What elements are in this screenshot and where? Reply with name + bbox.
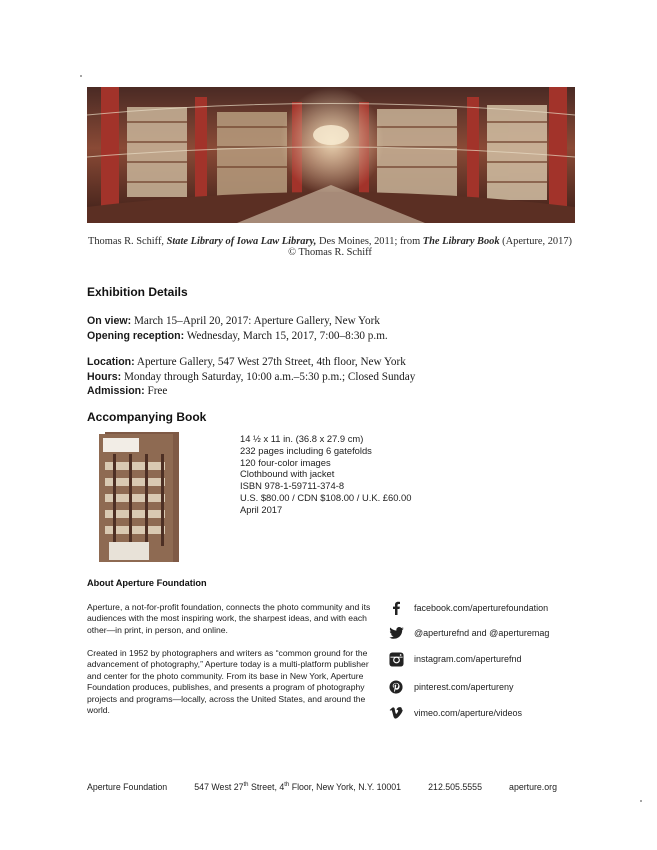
on-view-label: On view: bbox=[87, 315, 132, 327]
about-paragraph-1: Aperture, a not-for-profit foundation, connects the photo community and its audiences with the most inspiring work, the sharpest ideas, and with each other—in print, in person, and online. bbox=[87, 602, 371, 635]
footer-address-sup-1: th bbox=[243, 782, 249, 789]
spec-binding: Clothbound with jacket bbox=[240, 468, 335, 480]
caption-mid: Des Moines, 2011; from bbox=[318, 236, 421, 247]
book-cover-image bbox=[99, 432, 179, 562]
vimeo-link[interactable] bbox=[388, 705, 522, 721]
accompanying-book-heading: Accompanying Book bbox=[87, 410, 207, 424]
spec-pages: 232 pages including 6 gatefolds bbox=[240, 444, 372, 456]
caption-copyright: © Thomas R. Schiff bbox=[288, 247, 372, 258]
footer-web[interactable]: aperture.org bbox=[509, 782, 557, 792]
twitter-link[interactable] bbox=[388, 625, 549, 641]
pinterest-icon bbox=[388, 679, 404, 695]
location-line bbox=[87, 355, 415, 370]
admission-value: Free bbox=[147, 385, 168, 397]
footer-address-part-a: 547 West 27 bbox=[194, 782, 244, 792]
book-specs-list bbox=[240, 433, 411, 516]
footer-address-part-b: Street, 4 bbox=[248, 782, 285, 792]
facebook-icon bbox=[388, 600, 404, 616]
exhibition-dates-block bbox=[87, 314, 388, 343]
opening-label: Opening reception: bbox=[87, 329, 185, 342]
about-paragraph-2: Created in 1952 by photographers and writers as “common ground for the advancement of photography,” Aperture today is a multi-platform publisher and center for the photo community. From its base in New York, Aperture Foundation produces, publishes, and presents a program of photography projects and programs—locally, across the United States, and around the world. bbox=[87, 648, 369, 716]
exhibition-details-heading: Exhibition Details bbox=[87, 285, 188, 299]
spec-date: April 2017 bbox=[240, 503, 283, 515]
scan-speck bbox=[640, 800, 642, 802]
photo-caption bbox=[60, 236, 600, 258]
hours-line bbox=[87, 370, 415, 385]
location-label: Location: bbox=[87, 356, 135, 368]
hours-label: Hours: bbox=[87, 370, 122, 383]
vimeo-url: vimeo.com/aperture/videos bbox=[414, 708, 523, 718]
caption-title-1: State Library of Iowa Law Library, bbox=[166, 236, 317, 247]
caption-end: (Aperture, 2017) bbox=[502, 236, 572, 247]
instagram-url: instagram.com/aperturefnd bbox=[414, 654, 522, 664]
footer-address bbox=[194, 782, 401, 792]
spec-dimensions: 14 ½ x 11 in. (36.8 x 27.9 cm) bbox=[240, 433, 364, 444]
on-view-value: March 15–April 20, 2017: Aperture Gallery, New York bbox=[133, 315, 380, 327]
admission-label: Admission: bbox=[87, 385, 145, 397]
spec-price: U.S. $80.00 / CDN $108.00 / U.K. £60.00 bbox=[240, 491, 412, 503]
pinterest-url: pinterest.com/apertureny bbox=[414, 682, 514, 692]
about-heading: About Aperture Foundation bbox=[87, 578, 207, 588]
caption-credit: Thomas R. Schiff, bbox=[88, 236, 165, 247]
footer-phone: 212.505.5555 bbox=[428, 782, 482, 792]
caption-title-2: The Library Book bbox=[422, 236, 500, 247]
opening-line bbox=[87, 329, 388, 344]
footer-org: Aperture Foundation bbox=[87, 782, 168, 792]
admission-line bbox=[87, 384, 415, 399]
facebook-link[interactable] bbox=[388, 600, 548, 616]
vimeo-icon bbox=[388, 705, 404, 721]
footer-address-sup-2: th bbox=[284, 782, 290, 789]
instagram-icon bbox=[388, 651, 404, 667]
on-view-line bbox=[87, 314, 388, 329]
scan-speck bbox=[80, 75, 82, 77]
facebook-url: facebook.com/aperturefoundation bbox=[414, 603, 549, 613]
spec-images: 120 four-color images bbox=[240, 456, 331, 468]
twitter-handles: @aperturefnd and @aperturemag bbox=[414, 628, 550, 638]
exhibition-location-block bbox=[87, 355, 415, 399]
instagram-link[interactable] bbox=[388, 651, 522, 667]
footer bbox=[87, 782, 557, 792]
pinterest-link[interactable] bbox=[388, 679, 514, 695]
hours-value: Monday through Saturday, 10:00 a.m.–5:30 p.m.; Closed Sunday bbox=[123, 370, 416, 383]
opening-value: Wednesday, March 15, 2017, 7:00–8:30 p.m. bbox=[186, 329, 388, 342]
library-panorama-photo bbox=[87, 87, 575, 223]
spec-isbn: ISBN 978-1-59711-374-8 bbox=[240, 480, 345, 492]
footer-address-part-c: Floor, New York, N.Y. 10001 bbox=[289, 782, 402, 792]
location-value: Aperture Gallery, 547 West 27th Street, 4th floor, New York bbox=[136, 356, 406, 368]
twitter-icon bbox=[388, 625, 404, 641]
